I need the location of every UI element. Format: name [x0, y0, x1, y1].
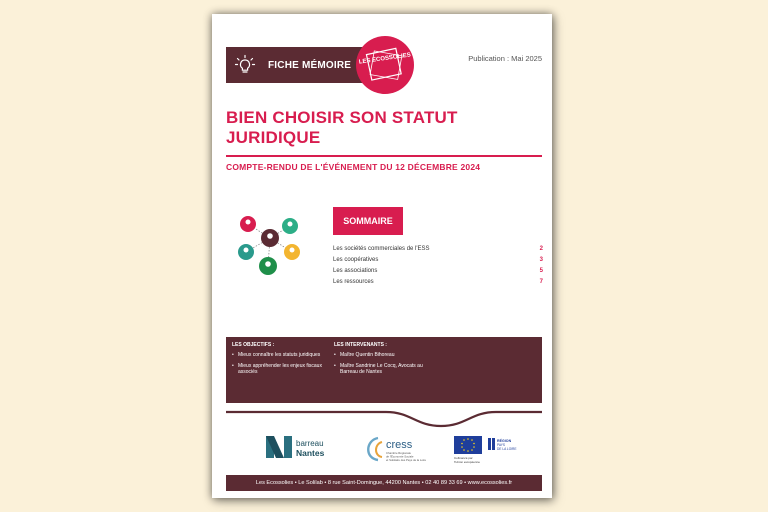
eu-flag-logo: [454, 436, 482, 464]
document-page: [212, 14, 552, 498]
toc-item-label: Les coopératives: [333, 257, 379, 263]
publication-date: Publication : Mai 2025: [468, 54, 542, 63]
event-subtitle: COMPTE-RENDU DE L'ÉVÉNEMENT DU 12 DÉCEMBRE 2024: [226, 162, 481, 172]
intervenant-item: • Maître Quentin Bihoreau: [334, 352, 434, 359]
title-line-2: JURIDIQUE: [226, 128, 321, 147]
toc-item-page: 2: [539, 246, 543, 252]
toc-item-page: 5: [539, 268, 543, 274]
toc-item-page: 7: [539, 279, 543, 285]
cress-name: cress: [386, 439, 413, 451]
info-box: [226, 337, 542, 403]
cress-sub-1: Chambre Régionale: [386, 451, 411, 455]
region-line-3: DE LA LOIRE: [497, 447, 517, 451]
region-line-2: PAYS: [497, 443, 506, 447]
fiche-memoire-label: FICHE MÉMOIRE: [268, 59, 352, 71]
lightbulb-icon: [234, 54, 256, 76]
partner-logos: [226, 430, 542, 468]
logo-text: LES ECOSSOLIES: [358, 52, 412, 66]
eu-caption-1: Cofinancé par: [454, 456, 473, 460]
cress-logo: [368, 438, 426, 462]
objectifs-column: [232, 342, 322, 380]
intervenant-item: • Maître Sandrine Le Cocq, Avocats au Barreau de Nantes: [334, 363, 434, 376]
footer-contact: Les Ecossolies • Le Solilab • 8 rue Saint-Domingue, 44200 Nantes • 02 40 89 33 69 • www.ecossolies.fr: [226, 475, 542, 491]
table-of-contents: [333, 244, 543, 288]
intervenants-heading: LES INTERVENANTS :: [334, 342, 387, 348]
barreau-line1: barreau: [296, 439, 324, 448]
toc-item-label: Les sociétés commerciales de l'ESS: [333, 246, 430, 252]
ecossolies-logo: [354, 34, 416, 96]
title-divider: [226, 155, 542, 157]
objectif-item: • Mieux appréhender les enjeux fiscaux associés: [232, 363, 322, 376]
cress-sub-3: et Solidaire des Pays de la Loire: [386, 458, 427, 462]
toc-item[interactable]: [333, 266, 543, 277]
region-pdl-logo: [488, 438, 517, 451]
intervenants-column: [334, 342, 434, 380]
toc-item[interactable]: [333, 255, 543, 266]
cress-sub-2: de l'Économie Sociale: [386, 454, 414, 459]
toc-item-label: Les associations: [333, 268, 378, 274]
objectif-item: • Mieux connaître les statuts juridiques: [232, 352, 322, 359]
barreau-nantes-logo: [266, 436, 325, 458]
decorative-wave: [226, 407, 542, 431]
sommaire-heading: SOMMAIRE: [333, 207, 403, 235]
people-network-illustration: [234, 212, 306, 282]
toc-item[interactable]: [333, 277, 543, 288]
barreau-line2: Nantes: [296, 448, 325, 458]
page-title: [226, 108, 526, 148]
title-line-1: BIEN CHOISIR SON STATUT: [226, 108, 458, 127]
region-line-1: RÉGION: [497, 439, 512, 443]
toc-item-page: 3: [539, 257, 543, 263]
eu-caption-2: l'Union européenne: [454, 460, 480, 464]
toc-item-label: Les ressources: [333, 279, 374, 285]
toc-item[interactable]: [333, 244, 543, 255]
objectifs-heading: LES OBJECTIFS :: [232, 342, 275, 348]
